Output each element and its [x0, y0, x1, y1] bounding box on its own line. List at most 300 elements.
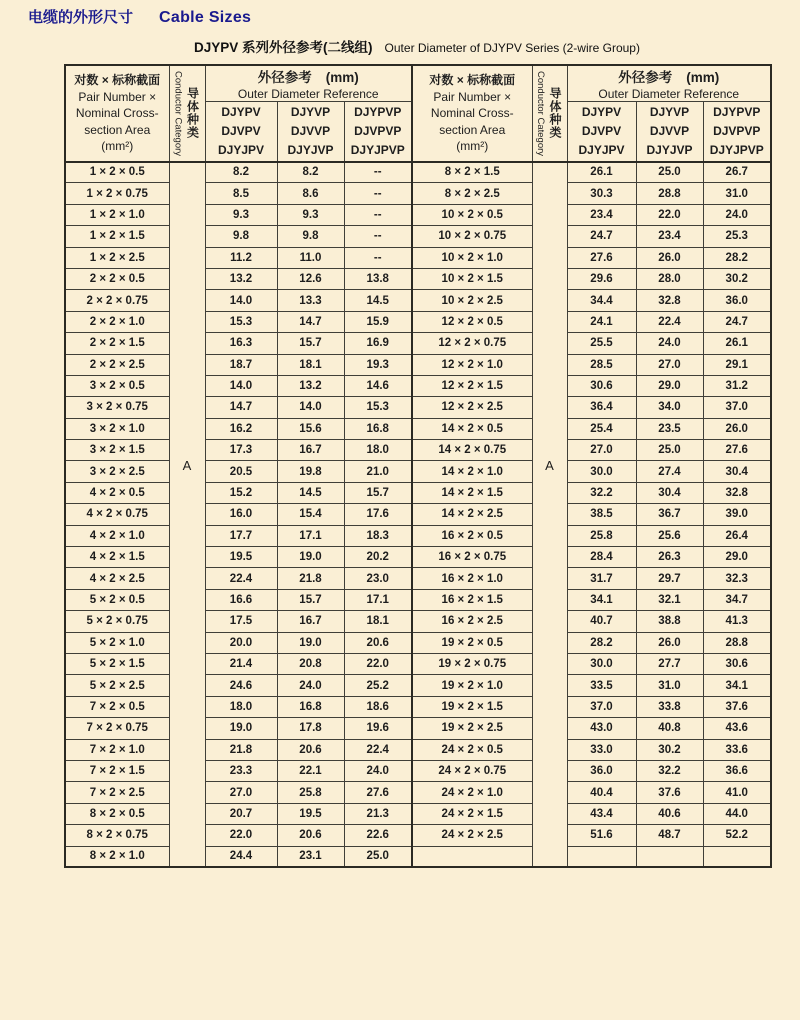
table-row — [65, 247, 412, 268]
page-title-en: Cable Sizes — [159, 9, 252, 26]
diameter-value-cell: 30.4 — [636, 482, 703, 503]
spec-cell: 10 × 2 × 0.75 — [412, 226, 532, 247]
spec-cell: 16 × 2 × 0.75 — [412, 547, 532, 568]
table-row — [412, 675, 771, 696]
spec-cell: 5 × 2 × 0.5 — [65, 589, 169, 610]
diameter-value-cell: 20.0 — [205, 632, 277, 653]
diameter-value-cell: 25.0 — [344, 846, 412, 867]
diameter-value-cell: 37.0 — [703, 397, 771, 418]
diameter-value-cell: 41.0 — [703, 782, 771, 803]
spec-cell: 16 × 2 × 2.5 — [412, 611, 532, 632]
diameter-value-cell: 22.6 — [344, 825, 412, 846]
diameter-value-cell: 13.3 — [277, 290, 344, 311]
diameter-value-cell: 36.7 — [636, 504, 703, 525]
diameter-value-cell — [567, 846, 636, 867]
diameter-value-cell: 15.2 — [205, 482, 277, 503]
spec-cell: 12 × 2 × 1.5 — [412, 375, 532, 396]
table-row — [65, 846, 412, 867]
table-row — [65, 696, 412, 717]
diameter-value-cell: 27.0 — [636, 354, 703, 375]
diameter-value-cell: 32.8 — [636, 290, 703, 311]
diameter-value-cell: 32.1 — [636, 589, 703, 610]
diameter-value-cell: 13.2 — [277, 375, 344, 396]
table-row — [65, 504, 412, 525]
diameter-value-cell: 26.1 — [703, 333, 771, 354]
diameter-value-cell: 36.0 — [703, 290, 771, 311]
spec-cell: 10 × 2 × 0.5 — [412, 204, 532, 225]
diameter-value-cell: 24.1 — [567, 311, 636, 332]
spec-cell: 19 × 2 × 1.5 — [412, 696, 532, 717]
diameter-value-cell: 24.7 — [567, 226, 636, 247]
diameter-value-cell: 14.7 — [205, 397, 277, 418]
diameter-value-cell: 9.8 — [277, 226, 344, 247]
diameter-value-cell: 24.7 — [703, 311, 771, 332]
diameter-value-cell: 25.4 — [567, 418, 636, 439]
diameter-value-cell: 27.6 — [344, 782, 412, 803]
diameter-value-cell: 19.0 — [205, 718, 277, 739]
diameter-value-cell: 20.7 — [205, 803, 277, 824]
spec-cell: 5 × 2 × 2.5 — [65, 675, 169, 696]
table-row — [412, 589, 771, 610]
diameter-value-cell: 23.0 — [344, 568, 412, 589]
diameter-value-cell: 12.6 — [277, 268, 344, 289]
spec-cell: 4 × 2 × 1.5 — [65, 547, 169, 568]
table-header — [65, 65, 412, 162]
diameter-value-cell: 27.6 — [703, 440, 771, 461]
table-row — [65, 226, 412, 247]
spec-cell: 1 × 2 × 1.0 — [65, 204, 169, 225]
table-row — [412, 418, 771, 439]
diameter-value-cell: 26.4 — [703, 525, 771, 546]
table-row — [412, 268, 771, 289]
diameter-value-cell: 29.7 — [636, 568, 703, 589]
diameter-value-cell: 32.3 — [703, 568, 771, 589]
spec-column-header: 对数 × 标称截面 Pair Number × Nominal Cross- section Area (mm²) — [65, 65, 169, 162]
spec-cell: 12 × 2 × 0.75 — [412, 333, 532, 354]
diameter-value-cell: 32.2 — [636, 760, 703, 781]
diameter-value-cell: 13.8 — [344, 268, 412, 289]
spec-cell: 16 × 2 × 1.5 — [412, 589, 532, 610]
diameter-value-cell: 33.5 — [567, 675, 636, 696]
diameter-value-cell — [703, 846, 771, 867]
diameter-value-cell: 17.8 — [277, 718, 344, 739]
table-subtitle-zh: DJYPV 系列外径参考(二线组) — [194, 40, 373, 55]
diameter-value-cell: 33.6 — [703, 739, 771, 760]
spec-cell: 7 × 2 × 1.5 — [65, 760, 169, 781]
table-row — [412, 846, 771, 867]
table-row — [65, 397, 412, 418]
conductor-category-value: A — [545, 458, 554, 474]
spec-cell: 5 × 2 × 1.0 — [65, 632, 169, 653]
diameter-value-cell: 24.4 — [205, 846, 277, 867]
diameter-value-cell: 15.6 — [277, 418, 344, 439]
diameter-value-cell: 40.8 — [636, 718, 703, 739]
diameter-value-cell: 43.4 — [567, 803, 636, 824]
spec-cell: 3 × 2 × 0.75 — [65, 397, 169, 418]
page-title — [28, 6, 251, 27]
diameter-value-cell: -- — [344, 247, 412, 268]
diameter-value-cell: 28.8 — [703, 632, 771, 653]
diameter-value-cell: 14.5 — [344, 290, 412, 311]
diameter-value-cell: 30.0 — [567, 461, 636, 482]
table-row — [412, 611, 771, 632]
diameter-value-cell: 40.6 — [636, 803, 703, 824]
spec-cell: 12 × 2 × 1.0 — [412, 354, 532, 375]
spec-cell: 5 × 2 × 1.5 — [65, 653, 169, 674]
diameter-value-cell: 14.5 — [277, 482, 344, 503]
table-row — [412, 183, 771, 204]
diameter-value-cell: 17.6 — [344, 504, 412, 525]
diameter-value-cell: 28.5 — [567, 354, 636, 375]
diameter-value-cell: 28.4 — [567, 547, 636, 568]
spec-cell: 1 × 2 × 1.5 — [65, 226, 169, 247]
table-row — [412, 204, 771, 225]
diameter-value-cell: 21.4 — [205, 653, 277, 674]
diameter-value-cell: 16.8 — [277, 696, 344, 717]
diameter-value-cell: 31.0 — [636, 675, 703, 696]
diameter-value-cell: 17.3 — [205, 440, 277, 461]
table-subtitle — [64, 36, 770, 57]
diameter-value-cell: 19.0 — [277, 547, 344, 568]
diameter-value-cell: 22.4 — [344, 739, 412, 760]
diameter-value-cell: 22.0 — [636, 204, 703, 225]
table-subtitle-en: Outer Diameter of DJYPV Series (2-wire Group) — [384, 41, 640, 55]
spec-cell: 3 × 2 × 1.0 — [65, 418, 169, 439]
diameter-value-cell: -- — [344, 226, 412, 247]
diameter-value-cell: 22.0 — [344, 653, 412, 674]
diameter-value-cell: 34.7 — [703, 589, 771, 610]
diameter-value-cell: 16.0 — [205, 504, 277, 525]
diameter-value-cell: 14.6 — [344, 375, 412, 396]
table-row — [65, 482, 412, 503]
table-row — [65, 611, 412, 632]
diameter-value-cell: 18.7 — [205, 354, 277, 375]
table-row — [65, 311, 412, 332]
spec-cell: 2 × 2 × 0.75 — [65, 290, 169, 311]
diameter-value-cell: 14.0 — [277, 397, 344, 418]
conductor-header-en: Conductor Category — [535, 70, 546, 156]
table-row — [412, 718, 771, 739]
table-row — [65, 653, 412, 674]
spec-cell: 16 × 2 × 0.5 — [412, 525, 532, 546]
conductor-header-zh: 导体种类 — [548, 87, 562, 140]
spec-cell: 10 × 2 × 2.5 — [412, 290, 532, 311]
table-row — [412, 547, 771, 568]
diameter-value-cell: 15.4 — [277, 504, 344, 525]
diameter-value-cell: 27.4 — [636, 461, 703, 482]
diameter-value-cell — [636, 846, 703, 867]
diameter-value-cell: 25.6 — [636, 525, 703, 546]
table-row — [65, 803, 412, 824]
table-row — [412, 333, 771, 354]
diameter-value-cell: 34.4 — [567, 290, 636, 311]
table-row — [412, 825, 771, 846]
diameter-value-cell: 32.8 — [703, 482, 771, 503]
table-row — [412, 482, 771, 503]
diameter-value-cell: 33.0 — [567, 739, 636, 760]
diameter-value-cell: 15.3 — [205, 311, 277, 332]
table-row — [412, 461, 771, 482]
spec-cell: 12 × 2 × 2.5 — [412, 397, 532, 418]
diameter-value-cell: 20.6 — [277, 739, 344, 760]
diameter-value-cell: 9.3 — [205, 204, 277, 225]
diameter-value-cell: 37.6 — [636, 782, 703, 803]
diameter-value-cell: 9.3 — [277, 204, 344, 225]
diameter-value-cell: 29.0 — [636, 375, 703, 396]
diameter-value-cell: 19.8 — [277, 461, 344, 482]
diameter-value-cell: 25.8 — [567, 525, 636, 546]
diameter-value-cell: -- — [344, 204, 412, 225]
diameter-value-cell: 21.8 — [277, 568, 344, 589]
diameter-value-cell: 34.1 — [703, 675, 771, 696]
spec-cell: 3 × 2 × 1.5 — [65, 440, 169, 461]
diameter-value-cell: 41.3 — [703, 611, 771, 632]
table-row — [412, 653, 771, 674]
diameter-value-cell: 40.4 — [567, 782, 636, 803]
table-body-left — [65, 162, 412, 868]
spec-cell: 7 × 2 × 2.5 — [65, 782, 169, 803]
column-header-djypv: DJYPV DJVPV DJYJPV — [567, 102, 636, 162]
diameter-value-cell: 25.3 — [703, 226, 771, 247]
diameter-value-cell: 14.7 — [277, 311, 344, 332]
diameter-value-cell: 36.4 — [567, 397, 636, 418]
spec-cell: 10 × 2 × 1.5 — [412, 268, 532, 289]
diameter-value-cell: 9.8 — [205, 226, 277, 247]
table-row — [65, 739, 412, 760]
table-row — [412, 568, 771, 589]
diameter-value-cell: 21.3 — [344, 803, 412, 824]
spec-cell: 4 × 2 × 0.75 — [65, 504, 169, 525]
spec-cell: 4 × 2 × 0.5 — [65, 482, 169, 503]
spec-cell: 8 × 2 × 0.5 — [65, 803, 169, 824]
diameter-value-cell: 27.7 — [636, 653, 703, 674]
diameter-value-cell: 37.0 — [567, 696, 636, 717]
spec-cell: 5 × 2 × 0.75 — [65, 611, 169, 632]
spec-cell: 3 × 2 × 2.5 — [65, 461, 169, 482]
diameter-value-cell: 8.5 — [205, 183, 277, 204]
diameter-value-cell: 24.0 — [636, 333, 703, 354]
diameter-value-cell: 48.7 — [636, 825, 703, 846]
diameter-value-cell: 16.2 — [205, 418, 277, 439]
table-row — [65, 268, 412, 289]
spec-cell: 8 × 2 × 0.75 — [65, 825, 169, 846]
spec-cell: 19 × 2 × 0.75 — [412, 653, 532, 674]
spec-cell: 7 × 2 × 0.75 — [65, 718, 169, 739]
spec-cell: 3 × 2 × 0.5 — [65, 375, 169, 396]
diameter-value-cell: 18.0 — [344, 440, 412, 461]
column-header-djyvp: DJYVP DJVVP DJYJVP — [636, 102, 703, 162]
diameter-value-cell: 15.7 — [277, 589, 344, 610]
diameter-value-cell: 18.1 — [344, 611, 412, 632]
diameter-value-cell: 30.6 — [567, 375, 636, 396]
column-header-djypvp: DJYPVP DJVPVP DJYJPVP — [344, 102, 412, 162]
diameter-value-cell: 31.7 — [567, 568, 636, 589]
diameter-value-cell: 30.3 — [567, 183, 636, 204]
spec-cell: 7 × 2 × 1.0 — [65, 739, 169, 760]
spec-cell: 10 × 2 × 1.0 — [412, 247, 532, 268]
diameter-value-cell: 25.2 — [344, 675, 412, 696]
column-header-djypv: DJYPV DJVPV DJYJPV — [205, 102, 277, 162]
spec-cell — [412, 846, 532, 867]
diameter-value-cell: 22.1 — [277, 760, 344, 781]
diameter-value-cell: 20.6 — [344, 632, 412, 653]
diameter-value-cell: 11.0 — [277, 247, 344, 268]
diameter-value-cell: 44.0 — [703, 803, 771, 824]
diameter-value-cell: 29.6 — [567, 268, 636, 289]
table-row — [65, 375, 412, 396]
diameter-value-cell: 8.2 — [277, 162, 344, 183]
diameter-value-cell: 30.2 — [703, 268, 771, 289]
table-row — [412, 290, 771, 311]
spec-cell: 1 × 2 × 2.5 — [65, 247, 169, 268]
spec-cell: 14 × 2 × 1.0 — [412, 461, 532, 482]
diameter-value-cell: 8.2 — [205, 162, 277, 183]
table-row — [412, 440, 771, 461]
page-title-zh: 电缆的外形尺寸 — [28, 9, 134, 26]
diameter-value-cell: 52.2 — [703, 825, 771, 846]
table-row — [412, 696, 771, 717]
diameter-value-cell: 17.7 — [205, 525, 277, 546]
table-row — [65, 782, 412, 803]
diameter-value-cell: 26.3 — [636, 547, 703, 568]
table-body-right — [412, 162, 771, 868]
diameter-table-left — [64, 64, 413, 868]
diameter-value-cell: 20.6 — [277, 825, 344, 846]
table-row — [65, 418, 412, 439]
diameter-value-cell: 32.2 — [567, 482, 636, 503]
diameter-value-cell: 18.1 — [277, 354, 344, 375]
spec-cell: 2 × 2 × 1.5 — [65, 333, 169, 354]
table-row — [65, 354, 412, 375]
spec-cell: 14 × 2 × 2.5 — [412, 504, 532, 525]
conductor-category-cell — [169, 162, 205, 868]
diameter-value-cell: 28.2 — [567, 632, 636, 653]
table-row — [65, 525, 412, 546]
table-row — [65, 333, 412, 354]
column-header-djypvp: DJYPVP DJVPVP DJYJPVP — [703, 102, 771, 162]
table-row — [412, 739, 771, 760]
diameter-value-cell: 36.0 — [567, 760, 636, 781]
spec-cell: 2 × 2 × 0.5 — [65, 268, 169, 289]
spec-cell: 19 × 2 × 0.5 — [412, 632, 532, 653]
diameter-value-cell: 27.6 — [567, 247, 636, 268]
table-row — [65, 162, 412, 183]
diameter-value-cell: 26.0 — [636, 632, 703, 653]
table-row — [65, 718, 412, 739]
diameter-value-cell: 43.0 — [567, 718, 636, 739]
diameter-value-cell: 22.4 — [636, 311, 703, 332]
outer-diameter-group-header: 外径参考 (mm) Outer Diameter Reference — [567, 65, 771, 102]
diameter-value-cell: 28.0 — [636, 268, 703, 289]
diameter-value-cell: -- — [344, 183, 412, 204]
table-row — [65, 589, 412, 610]
diameter-value-cell: 25.0 — [636, 162, 703, 183]
diameter-value-cell: 17.1 — [344, 589, 412, 610]
diameter-value-cell: 25.5 — [567, 333, 636, 354]
diameter-value-cell: 20.2 — [344, 547, 412, 568]
diameter-value-cell: 23.4 — [636, 226, 703, 247]
table-row — [65, 760, 412, 781]
diameter-value-cell: 30.2 — [636, 739, 703, 760]
spec-cell: 24 × 2 × 0.75 — [412, 760, 532, 781]
diameter-value-cell: 23.1 — [277, 846, 344, 867]
spec-cell: 24 × 2 × 0.5 — [412, 739, 532, 760]
diameter-value-cell: 17.5 — [205, 611, 277, 632]
diameter-value-cell: 21.8 — [205, 739, 277, 760]
diameter-value-cell: 40.7 — [567, 611, 636, 632]
diameter-value-cell: 51.6 — [567, 825, 636, 846]
diameter-value-cell: 19.6 — [344, 718, 412, 739]
diameter-value-cell: 31.0 — [703, 183, 771, 204]
diameter-value-cell: 38.8 — [636, 611, 703, 632]
table-row — [412, 247, 771, 268]
table-row — [412, 760, 771, 781]
conductor-category-value: A — [182, 458, 192, 474]
spec-cell: 4 × 2 × 2.5 — [65, 568, 169, 589]
diameter-reference-table — [64, 64, 772, 868]
table-row — [412, 504, 771, 525]
spec-cell: 2 × 2 × 1.0 — [65, 311, 169, 332]
table-row — [412, 354, 771, 375]
diameter-value-cell: 26.0 — [636, 247, 703, 268]
diameter-value-cell: 15.7 — [344, 482, 412, 503]
spec-cell: 14 × 2 × 0.5 — [412, 418, 532, 439]
diameter-value-cell: 19.5 — [277, 803, 344, 824]
table-row — [412, 803, 771, 824]
diameter-value-cell: 30.0 — [567, 653, 636, 674]
table-row — [65, 825, 412, 846]
spec-cell: 19 × 2 × 1.0 — [412, 675, 532, 696]
diameter-value-cell: 27.0 — [567, 440, 636, 461]
diameter-value-cell: 31.2 — [703, 375, 771, 396]
diameter-value-cell: 28.2 — [703, 247, 771, 268]
diameter-value-cell: 26.1 — [567, 162, 636, 183]
diameter-value-cell: 18.0 — [205, 696, 277, 717]
table-row — [65, 461, 412, 482]
spec-cell: 24 × 2 × 1.0 — [412, 782, 532, 803]
diameter-value-cell: 30.4 — [703, 461, 771, 482]
diameter-value-cell: 39.0 — [703, 504, 771, 525]
spec-cell: 24 × 2 × 1.5 — [412, 803, 532, 824]
diameter-value-cell: 29.1 — [703, 354, 771, 375]
table-row — [65, 547, 412, 568]
diameter-value-cell: 24.0 — [344, 760, 412, 781]
spec-cell: 1 × 2 × 0.5 — [65, 162, 169, 183]
diameter-value-cell: 19.5 — [205, 547, 277, 568]
diameter-value-cell: 23.4 — [567, 204, 636, 225]
diameter-value-cell: 23.3 — [205, 760, 277, 781]
diameter-value-cell: 17.1 — [277, 525, 344, 546]
diameter-value-cell: 19.3 — [344, 354, 412, 375]
diameter-value-cell: 19.0 — [277, 632, 344, 653]
diameter-value-cell: 8.6 — [277, 183, 344, 204]
table-row — [412, 525, 771, 546]
spec-cell: 7 × 2 × 0.5 — [65, 696, 169, 717]
table-row — [412, 632, 771, 653]
diameter-value-cell: 15.7 — [277, 333, 344, 354]
diameter-value-cell: 29.0 — [703, 547, 771, 568]
diameter-value-cell: 34.1 — [567, 589, 636, 610]
spec-cell: 8 × 2 × 2.5 — [412, 183, 532, 204]
table-row — [412, 375, 771, 396]
table-row — [65, 204, 412, 225]
diameter-table-right — [411, 64, 772, 868]
diameter-value-cell: 16.8 — [344, 418, 412, 439]
diameter-value-cell: 15.9 — [344, 311, 412, 332]
diameter-value-cell: 26.7 — [703, 162, 771, 183]
spec-cell: 1 × 2 × 0.75 — [65, 183, 169, 204]
spec-cell: 24 × 2 × 2.5 — [412, 825, 532, 846]
